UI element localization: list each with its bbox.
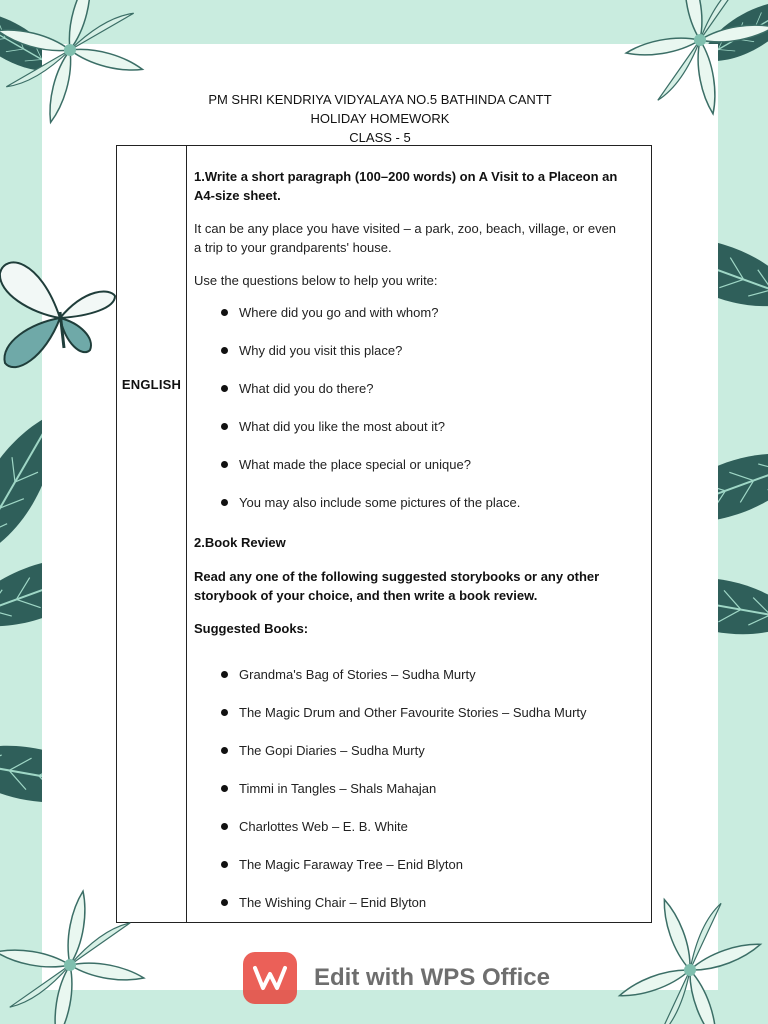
lily-flower-icon [594,874,768,1024]
list-item: The Magic Drum and Other Favourite Stories – Sudha Murty [239,703,659,722]
lily-flower-icon [0,0,162,142]
list-item: The Magic Faraway Tree – Enid Blyton [239,855,659,874]
list-item: Why did you visit this place? [239,341,659,360]
list-item: Timmi in Tangles – Shals Mahajan [239,779,659,798]
task2-instruction: Read any one of the following suggested storybooks or any other storybook of your choice, and then write a book review. [194,569,600,603]
list-item: The Wishing Chair – Enid Blyton [239,893,659,912]
lily-flower-icon [0,878,157,1024]
school-name: PM SHRI KENDRIYA VIDYALAYA NO.5 BATHINDA CANTT [208,92,552,107]
wps-w-logo-icon [243,952,297,1004]
wps-watermark [243,952,550,1004]
list-item: What did you do there? [239,379,659,398]
task1-heading: 1.Write a short paragraph (100–200 words) on A Visit to a Placeon an A4-size sheet. [194,169,618,203]
lily-flower-icon [613,0,768,127]
butterfly-icon [0,262,115,367]
list-item: What did you like the most about it? [239,417,659,436]
suggested-books-label: Suggested Books: [194,621,309,636]
homework-title: HOLIDAY HOMEWORK [310,111,450,126]
list-item: The Gopi Diaries – Sudha Murty [239,741,659,760]
list-item: Grandma's Bag of Stories – Sudha Murty [239,665,659,684]
task1-prompt: Use the questions below to help you write: [194,273,438,288]
list-item: You may also include some pictures of the place. [239,493,659,512]
task2-heading: 2.Book Review [194,535,286,550]
subject-label: ENGLISH [121,376,182,392]
list-item: Charlottes Web – E. B. White [239,817,659,836]
list-item: Where did you go and with whom? [239,303,659,322]
list-item: What made the place special or unique? [239,455,659,474]
wps-watermark-text: Edit with WPS Office [314,964,551,991]
task1-description: It can be any place you have visited – a park, zoo, beach, village, or even a trip to your grandparents' house. [194,221,617,255]
class-label: CLASS - 5 [349,130,411,145]
